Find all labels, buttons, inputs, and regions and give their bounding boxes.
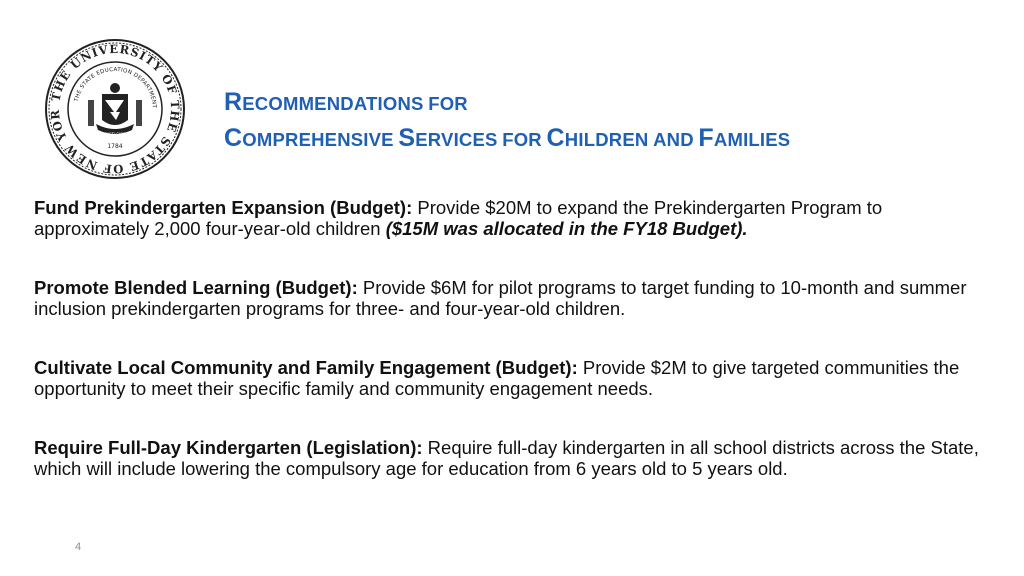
recommendation-community-engagement xyxy=(34,357,1002,399)
recommendation-heading: Promote Blended Learning (Budget): xyxy=(34,277,358,298)
title-word: RECOMMENDATIONS xyxy=(224,88,424,116)
recommendation-blended-learning xyxy=(34,277,1002,319)
seal-banner: EXCELSIOR xyxy=(103,132,127,137)
recommendation-full-day-kindergarten xyxy=(34,437,1002,479)
title-word: SERVICES xyxy=(398,124,498,152)
recommendation-prekindergarten xyxy=(34,197,1002,239)
recommendation-heading: Require Full-Day Kindergarten (Legislation): xyxy=(34,437,423,458)
recommendations-list xyxy=(34,197,1002,517)
seal-graphic xyxy=(44,38,186,180)
recommendation-heading: Cultivate Local Community and Family Engagement (Budget): xyxy=(34,357,578,378)
title-word: AND xyxy=(653,129,694,150)
title-word: CHILDREN xyxy=(546,124,649,152)
seal-year: 1784 xyxy=(107,143,123,150)
recommendation-text: Provide $20M to expand the Prekindergarten Program to approximately 2,000 four-year-old children xyxy=(34,197,883,239)
recommendation-text: Provide $6M for pilot programs to target funding to 10-month and summer inclusion prekindergarten programs for three- and four-year-old children. xyxy=(34,277,967,319)
recommendation-text: Provide $2M to give targeted communities the opportunity to meet their specific family and community engagement needs. xyxy=(34,357,960,399)
title-word: FAMILIES xyxy=(698,124,791,152)
recommendation-text: Require full-day kindergarten in all school districts across the State, which will include lowering the compulsory age for education from 6 years old to 5 years old. xyxy=(34,437,979,479)
title-word: FOR xyxy=(428,93,468,114)
recommendation-note: ($15M was allocated in the FY18 Budget). xyxy=(385,218,748,239)
title-line-2 xyxy=(224,122,790,158)
slide-title xyxy=(224,86,790,158)
title-word: COMPREHENSIVE xyxy=(224,124,394,152)
title-word: FOR xyxy=(502,129,542,150)
university-seal xyxy=(44,38,186,180)
page-number: 4 xyxy=(75,541,82,553)
recommendation-heading: Fund Prekindergarten Expansion (Budget): xyxy=(34,197,413,218)
seal-inner-text: THE STATE EDUCATION DEPARTMENT xyxy=(73,66,158,109)
title-line-1 xyxy=(224,86,790,122)
seal-ring-text: THE UNIVERSITY OF THE STATE OF NEW YOR xyxy=(47,41,183,177)
